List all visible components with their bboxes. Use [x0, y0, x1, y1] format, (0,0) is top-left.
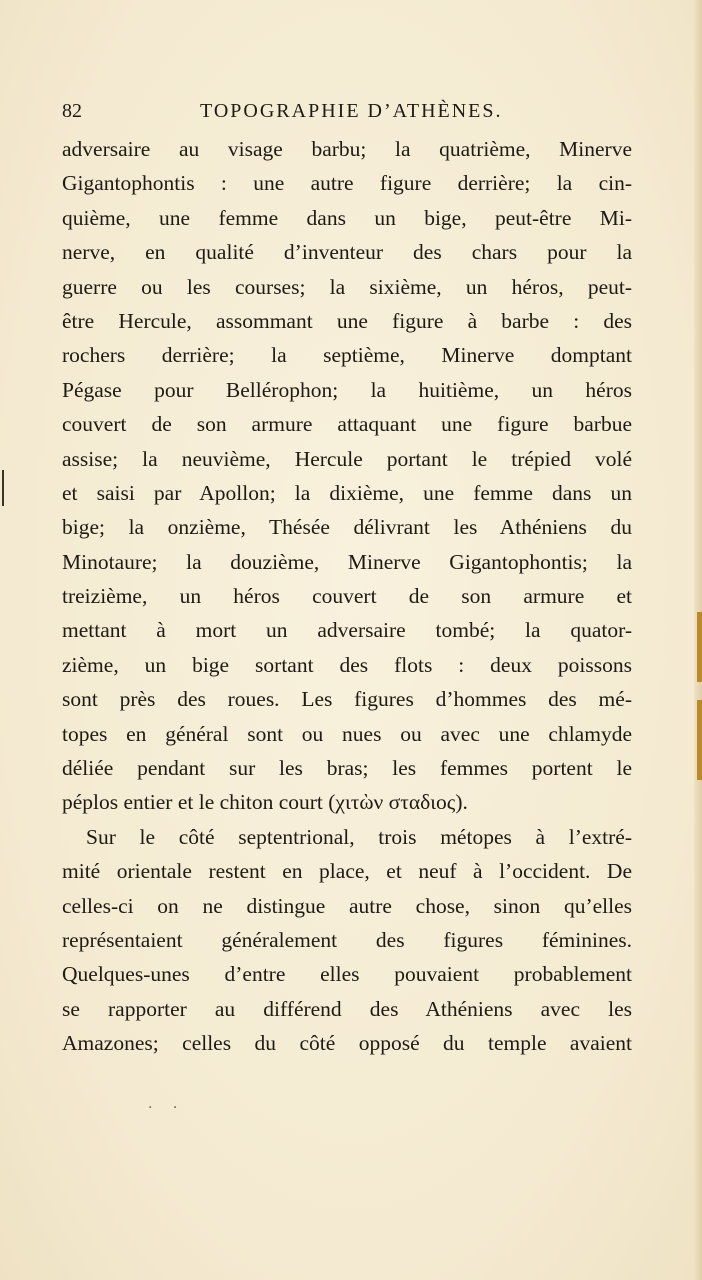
text-line: treizième, un héros couvert de son armure et [62, 584, 632, 609]
text-line: celles-ci on ne distingue autre chose, sinon qu’elles [62, 893, 632, 918]
text-line: couvert de son armure attaquant une figure barbue [62, 412, 632, 437]
text-line: zième, un bige sortant des flots : deux poissons [62, 652, 632, 677]
text-line: mettant à mort un adversaire tombé; la quator- [62, 618, 632, 643]
text-line: Gigantophontis : une autre figure derrière; la cin- [62, 171, 632, 196]
text-line: guerre ou les courses; la sixième, un héros, peut- [62, 274, 632, 299]
running-title: TOPOGRAPHIE D’ATHÈNES. [200, 100, 503, 122]
page-number: 82 [62, 100, 82, 122]
text-line: rochers derrière; la septième, Minerve domptant [62, 343, 632, 368]
text-line: quième, une femme dans un bige, peut-être Mi- [62, 205, 632, 230]
text-line: être Hercule, assommant une figure à barbe : des [62, 308, 632, 333]
body-text [62, 132, 632, 1061]
text-line: adversaire au visage barbu; la quatrième, Minerve [62, 137, 632, 161]
edge-stain [697, 612, 702, 682]
text-line: topes en général sont ou nues ou avec une chlamyde [62, 721, 632, 746]
text-line: Quelques-unes d’entre elles pouvaient probablement [62, 962, 632, 987]
text-line: Minotaure; la douzième, Minerve Gigantophontis; la [62, 549, 632, 574]
text-line: et saisi par Apollon; la dixième, une femme dans un [62, 480, 632, 505]
running-header [62, 100, 632, 134]
text-line: Sur le côté septentrional, trois métopes à l’extré- [86, 824, 632, 849]
text-line: sont près des roues. Les figures d’hommes des mé- [62, 687, 632, 712]
text-line: déliée pendant sur les bras; les femmes portent le [62, 756, 632, 781]
text-line: péplos entier et le chiton court (χιτὼν σταδιος). [62, 790, 468, 815]
text-line: se rapporter au différend des Athéniens avec les [62, 996, 632, 1021]
stray-marks: · · [148, 1100, 186, 1116]
text-line: Amazones; celles du côté opposé du temple avaient [62, 1031, 632, 1056]
margin-mark [2, 470, 4, 506]
text-line: assise; la neuvième, Hercule portant le trépied volé [62, 446, 632, 471]
text-line: représentaient généralement des figures féminines. [62, 927, 632, 952]
text-line: nerve, en qualité d’inventeur des chars pour la [62, 240, 632, 265]
text-line: Pégase pour Bellérophon; la huitième, un héros [62, 377, 632, 402]
text-line: mité orientale restent en place, et neuf à l’occident. De [62, 859, 632, 884]
text-line: bige; la onzième, Thésée délivrant les Athéniens du [62, 515, 632, 540]
edge-stain [697, 700, 702, 780]
